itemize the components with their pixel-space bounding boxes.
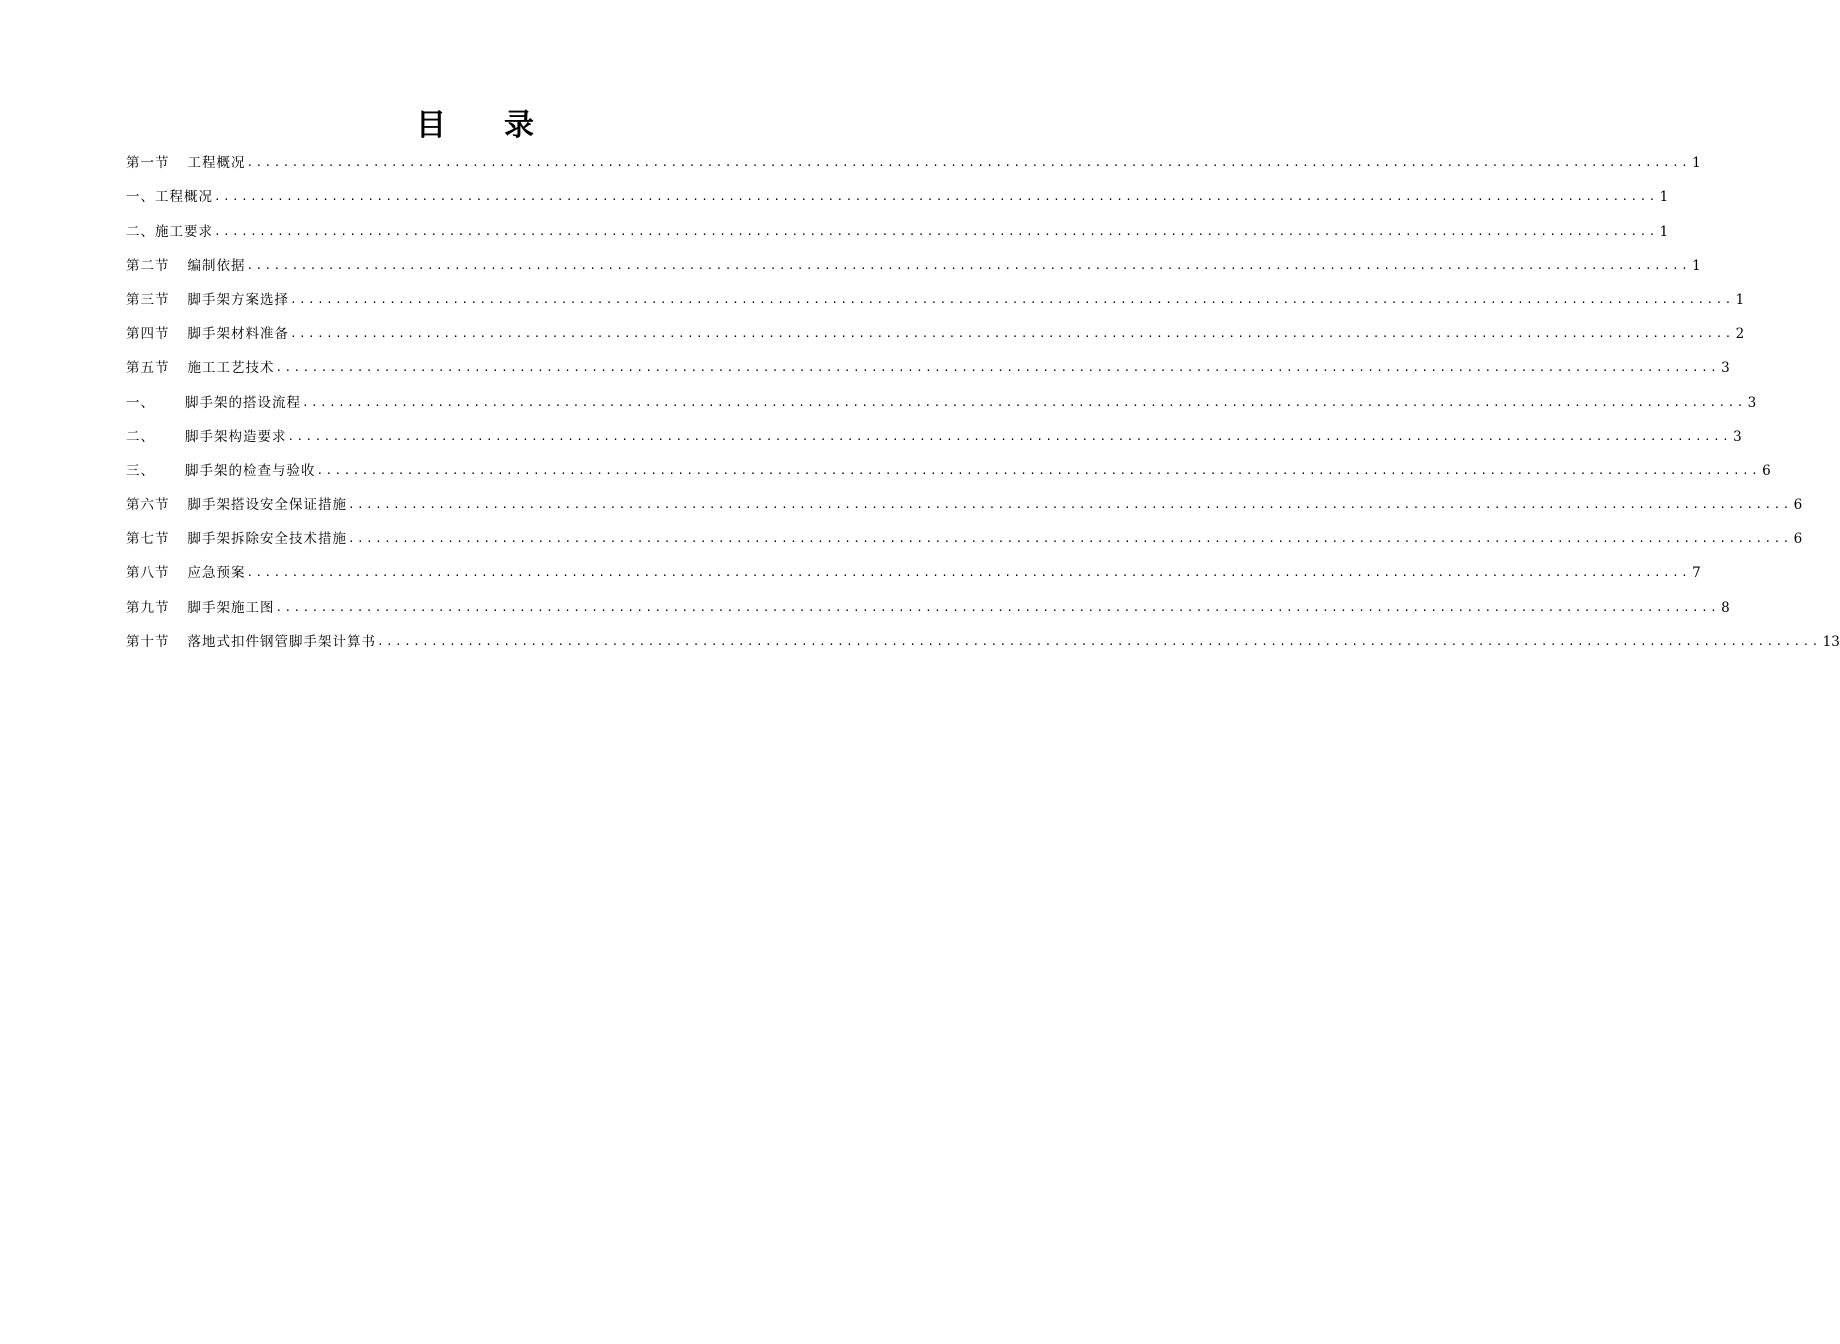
toc-entry-label [126,351,275,385]
toc-entry-title: 脚手架构造要求 [185,428,287,445]
toc-entry-section-number: 第五节 [126,360,170,377]
toc-entry-title: 编制依据 [187,257,246,274]
toc-dot-leader: ................................................................................................................................................................ [275,600,1720,614]
toc-entry-label [126,625,376,659]
toc-entry-page-number: 13 [1822,633,1840,650]
toc-entry-label [126,317,289,351]
toc-entry[interactable] [126,454,1771,488]
toc-entry-label [126,180,213,214]
toc-entry-page-number: 8 [1721,599,1730,616]
toc-title [0,104,950,148]
toc-entry-page-number: 7 [1692,565,1701,582]
table-of-contents [126,146,1840,659]
toc-entry[interactable] [126,556,1701,590]
toc-entry-title: 二、施工要求 [126,223,213,240]
toc-entry[interactable] [126,317,1745,351]
toc-entry-label [126,146,246,180]
toc-entry-section-number: 第四节 [126,326,170,343]
toc-entry-section-number: 第八节 [126,565,170,582]
toc-entry-section-number: 三、 [126,462,155,479]
toc-dot-leader: ................................................................................................................................................................ [290,327,1734,341]
toc-entry[interactable] [126,214,1669,248]
toc-entry-label [126,591,275,625]
toc-entry-title: 应急预案 [187,565,246,582]
toc-entry-title: 一、工程概况 [126,189,213,206]
toc-entry-title: 脚手架的搭设流程 [185,394,301,411]
toc-entry[interactable] [126,249,1701,283]
toc-entry[interactable] [126,625,1840,659]
toc-entry-page-number: 3 [1733,428,1742,445]
toc-entry-page-number: 1 [1659,223,1669,240]
toc-entry-section-number: 二、 [126,428,155,445]
toc-entry-section-number: 一、 [126,394,155,411]
toc-dot-leader: ................................................................................................................................................................ [287,429,1732,443]
toc-dot-leader: ................................................................................................................................................................ [302,395,1746,409]
toc-entry-section-number: 第二节 [126,257,170,274]
toc-entry[interactable] [126,146,1701,180]
toc-entry-title: 工程概况 [187,155,246,172]
toc-entry[interactable] [126,488,1803,522]
toc-entry-label [126,522,347,556]
toc-entry[interactable] [126,385,1757,419]
toc-entry-section-number: 第三节 [126,291,170,308]
toc-entry-label [126,420,287,454]
toc-entry-label [126,215,213,249]
toc-entry-label [126,249,246,283]
toc-dot-leader: ................................................................................................................................................................ [377,634,1821,648]
toc-entry-label [126,556,246,590]
toc-entry-page-number: 6 [1793,531,1803,548]
toc-dot-leader: ................................................................................................................................................................ [214,224,1658,238]
toc-entry-title: 脚手架材料准备 [187,326,289,343]
toc-entry-page-number: 1 [1735,291,1745,308]
toc-entry[interactable] [126,351,1730,385]
toc-dot-leader: ................................................................................................................................................................ [275,361,1720,375]
toc-dot-leader: ................................................................................................................................................................ [246,258,1691,272]
toc-entry[interactable] [126,420,1742,454]
toc-entry-title: 脚手架施工图 [187,599,275,616]
toc-entry-title: 脚手架拆除安全技术措施 [187,531,347,548]
toc-entry[interactable] [126,283,1745,317]
toc-entry-label [126,488,347,522]
toc-entry-label [126,386,301,420]
toc-entry-label [126,454,316,488]
toc-dot-leader: ................................................................................................................................................................ [290,292,1734,306]
toc-dot-leader: ................................................................................................................................................................ [214,190,1658,204]
toc-entry-page-number: 6 [1762,462,1771,479]
toc-entry-section-number: 第十节 [126,633,170,650]
toc-entry[interactable] [126,180,1669,214]
toc-dot-leader: ................................................................................................................................................................ [316,463,1761,477]
toc-entry-section-number: 第九节 [126,599,170,616]
toc-entry-title: 脚手架方案选择 [187,291,289,308]
toc-entry[interactable] [126,590,1730,624]
toc-entry-section-number: 第一节 [126,155,170,172]
toc-entry-label [126,283,289,317]
toc-entry-page-number: 6 [1793,497,1803,514]
toc-entry[interactable] [126,522,1803,556]
toc-dot-leader: ................................................................................................................................................................ [348,498,1792,512]
toc-entry-page-number: 1 [1692,155,1701,172]
toc-entry-page-number: 2 [1735,326,1745,343]
toc-entry-title: 脚手架的检查与验收 [185,462,316,479]
toc-entry-title: 脚手架搭设安全保证措施 [187,497,347,514]
toc-title-char-1: 目 [416,108,446,143]
toc-entry-page-number: 3 [1721,360,1730,377]
toc-entry-title: 施工工艺技术 [187,360,275,377]
toc-entry-section-number: 第七节 [126,531,170,548]
toc-title-char-2: 录 [504,108,534,143]
toc-dot-leader: ................................................................................................................................................................ [348,532,1792,546]
toc-entry-section-number: 第六节 [126,497,170,514]
toc-entry-page-number: 3 [1747,394,1757,411]
toc-entry-page-number: 1 [1659,189,1669,206]
toc-entry-page-number: 1 [1692,257,1701,274]
toc-dot-leader: ................................................................................................................................................................ [246,566,1691,580]
toc-dot-leader: ................................................................................................................................................................ [246,156,1691,170]
toc-entry-title: 落地式扣件钢管脚手架计算书 [187,633,376,650]
